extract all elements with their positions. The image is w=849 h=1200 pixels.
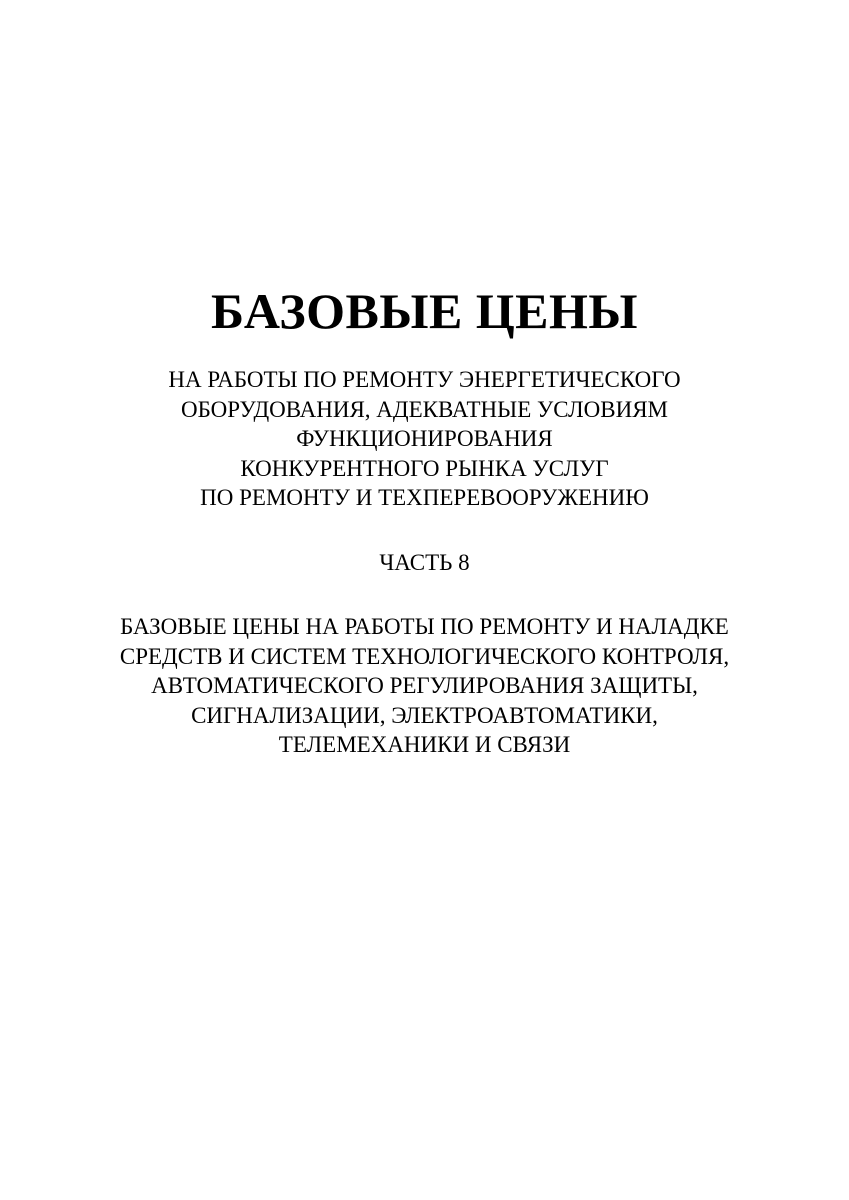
description-line: ТЕЛЕМЕХАНИКИ И СВЯЗИ [278,732,571,757]
subtitle-line: КОНКУРЕНТНОГО РЫНКА УСЛУГ [240,455,609,481]
subtitle-line: НА РАБОТЫ ПО РЕМОНТУ ЭНЕРГЕТИЧЕСКОГО [168,367,681,392]
part-label: ЧАСТЬ 8 [379,550,470,575]
subtitle-line: ОБОРУДОВАНИЯ, АДЕКВАТНЫЕ УСЛОВИЯМ [181,396,668,422]
description-line: АВТОМАТИЧЕСКОГО РЕГУЛИРОВАНИЯ ЗАЩИТЫ, [151,673,698,698]
subtitle-line: ФУНКЦИОНИРОВАНИЯ [296,426,553,451]
subtitle-line: ПО РЕМОНТУ И ТЕХПЕРЕВООРУЖЕНИЮ [200,485,649,510]
part-heading [0,548,849,578]
part-description [0,612,849,760]
description-line: БАЗОВЫЕ ЦЕНЫ НА РАБОТЫ ПО РЕМОНТУ И НАЛАДКЕ [120,614,729,639]
document-subtitle [0,365,849,513]
document-title: БАЗОВЫЕ ЦЕНЫ [210,283,639,339]
description-line: СИГНАЛИЗАЦИИ, ЭЛЕКТРОАВТОМАТИКИ, [191,702,658,728]
description-line: СРЕДСТВ И СИСТЕМ ТЕХНОЛОГИЧЕСКОГО КОНТРОЛЯ, [119,643,730,669]
